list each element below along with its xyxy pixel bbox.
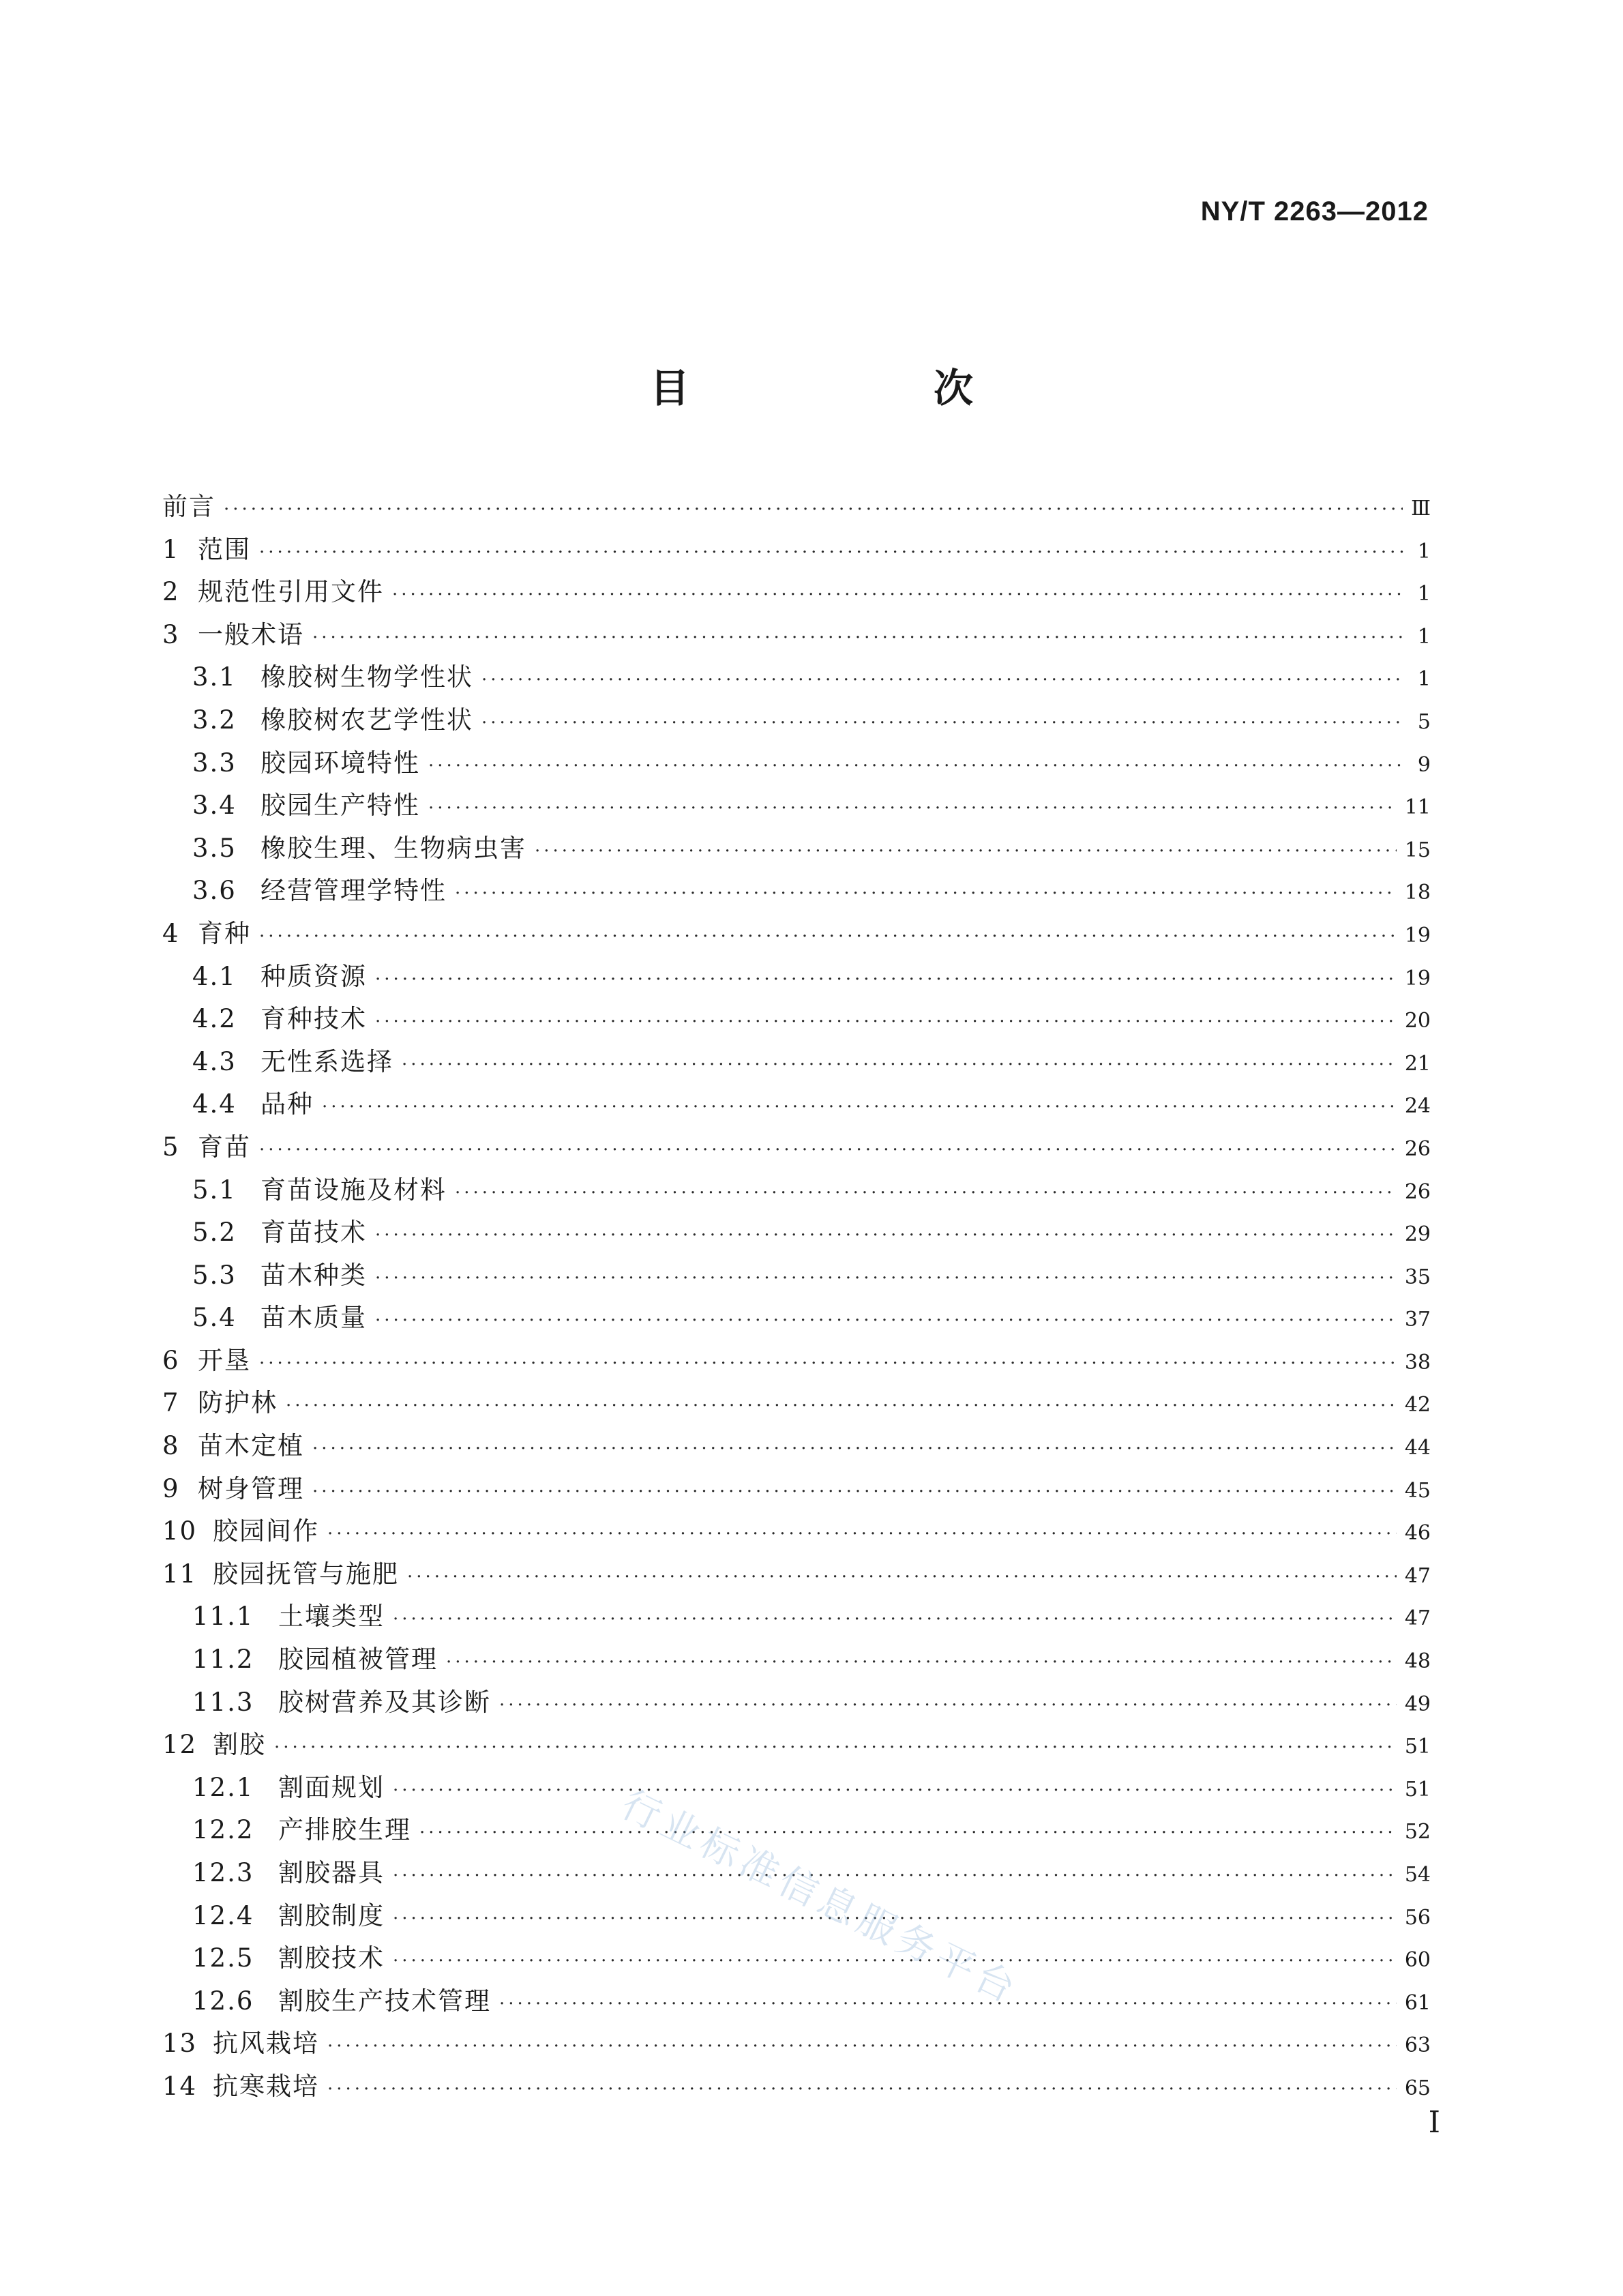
toc-entry[interactable] [162,614,1431,657]
toc-entry-number: 3.2 [192,705,237,735]
toc-entry[interactable] [162,742,1431,785]
toc-entry-title: 规范性引用文件 [198,577,384,607]
toc-entry[interactable] [162,998,1431,1041]
dot-leader [259,1353,1397,1374]
toc-entry-page: 35 [1404,1265,1431,1289]
dot-leader [446,1652,1397,1673]
toc-entry-page: 19 [1404,923,1431,947]
toc-entry-page: 1 [1417,624,1431,649]
toc-entry[interactable] [162,1211,1431,1254]
toc-entry-number: 5.4 [192,1303,237,1333]
toc-entry-title: 育苗 [198,1132,251,1162]
toc-entry-number: 5.2 [192,1218,237,1248]
document-code: NY/T 2263—2012 [1200,196,1429,226]
toc-entry-page: 47 [1404,1563,1431,1588]
toc-entry[interactable] [162,956,1431,999]
toc-entry-title: 割胶技术 [278,1943,385,1973]
dot-leader [393,1780,1397,1801]
toc-entry-title: 经营管理学特性 [260,876,447,906]
dot-leader [375,1012,1397,1032]
toc-entry[interactable] [162,1809,1431,1852]
toc-entry-page: 11 [1404,795,1431,820]
toc-entry-number: 5.3 [192,1260,237,1290]
dot-leader [375,969,1397,990]
toc-entry[interactable] [162,1638,1431,1681]
toc-entry[interactable] [162,1980,1431,2023]
toc-entry-page: 9 [1417,752,1431,777]
toc-entry-page: 26 [1404,1179,1431,1204]
toc-entry-number: 4.1 [192,961,237,991]
toc-entry-number: 12.1 [192,1772,254,1802]
toc-entry-title: 土壤类型 [278,1602,385,1632]
toc-entry-title: 防护林 [198,1388,278,1418]
toc-entry-number: 12.4 [192,1900,254,1930]
toc-entry-title: 育种 [198,918,251,948]
toc-entry-page: 26 [1404,1136,1431,1161]
toc-entry-title: 割胶 [213,1730,266,1760]
toc-entry-page: 60 [1404,1948,1431,1973]
toc-entry[interactable] [162,827,1431,870]
toc-entry-title: 橡胶树农艺学性状 [260,705,473,735]
toc-entry-title: 苗木定植 [198,1431,304,1461]
toc-entry-number: 13 [162,2029,198,2059]
toc-entry-number: 12.5 [192,1943,254,1973]
toc-entry-number: 12 [162,1730,198,1760]
toc-entry[interactable] [162,1041,1431,1084]
toc-entry-page: 61 [1404,1990,1431,2015]
toc-entry-number: 12.2 [192,1815,254,1845]
dot-leader [327,1524,1397,1544]
toc-entry[interactable] [162,1083,1431,1126]
dot-leader [393,1866,1397,1886]
toc-entry-title: 胶园环境特性 [260,748,420,778]
toc-entry-title: 胶园生产特性 [260,791,420,821]
dot-leader [274,1737,1397,1758]
dot-leader [312,1482,1397,1502]
dot-leader [224,499,1403,520]
dot-leader [322,1097,1397,1117]
toc-entry[interactable] [162,1468,1431,1511]
toc-entry-number: 11 [162,1559,198,1589]
toc-entry-number: 11.3 [192,1687,254,1717]
toc-entry[interactable] [162,1340,1431,1383]
toc-entry-title: 胶园植被管理 [278,1645,438,1675]
toc-entry-title: 苗木质量 [260,1303,367,1333]
toc-entry-title: 抗风栽培 [213,2029,319,2059]
dot-leader [259,926,1397,947]
toc-entry-title: 育种技术 [260,1004,367,1034]
toc-entry-number: 10 [162,1516,198,1546]
toc-entry-page: 44 [1404,1436,1431,1460]
toc-entry-number: 7 [162,1388,180,1418]
toc-entry-title: 胶园抚管与施肥 [213,1559,399,1589]
toc-entry[interactable] [162,2065,1431,2108]
dot-leader [419,1823,1397,1843]
toc-entry-number: 6 [162,1345,180,1375]
toc-entry-number: 4.2 [192,1004,237,1034]
toc-entry[interactable] [162,529,1431,572]
toc-entry[interactable] [162,699,1431,742]
dot-leader [375,1268,1397,1289]
toc-entry-number: 3.3 [192,748,237,778]
dot-leader [481,670,1403,690]
toc-entry[interactable] [162,1425,1431,1468]
toc-entry-page: 15 [1404,838,1431,862]
toc-entry[interactable] [162,1510,1431,1553]
toc-entry-number: 4 [162,918,180,948]
toc-entry-page: 42 [1404,1393,1431,1417]
toc-entry-title: 割胶制度 [278,1900,385,1930]
toc-entry[interactable] [162,1297,1431,1340]
toc-entry-number: 4.3 [192,1046,237,1076]
toc-entry[interactable] [162,486,1431,529]
dot-leader [455,1183,1397,1203]
dot-leader [259,1140,1397,1160]
toc-entry-title: 范围 [198,534,251,564]
toc-entry-title: 品种 [260,1089,314,1119]
dot-leader [481,713,1403,733]
toc-entry-page: 29 [1404,1222,1431,1247]
dot-leader [499,1994,1397,2014]
toc-entry[interactable] [162,1126,1431,1169]
toc-entry[interactable] [162,1382,1431,1425]
dot-leader [327,2036,1397,2057]
toc-entry-title: 前言 [162,492,215,521]
toc-entry-title: 育苗设施及材料 [260,1175,447,1205]
dot-leader [312,628,1403,648]
toc-entry-number: 8 [162,1431,180,1461]
toc-entry-page: 65 [1404,2076,1431,2100]
toc-entry-title: 种质资源 [260,961,367,991]
toc-entry-page: Ⅲ [1411,497,1431,520]
toc-entry-number: 2 [162,577,180,607]
toc-entry-title: 苗木种类 [260,1260,367,1290]
toc-entry-page: 18 [1404,881,1431,905]
toc-entry-page: 19 [1404,966,1431,990]
toc-entry-number: 5 [162,1132,180,1162]
toc-entry-page: 49 [1404,1692,1431,1716]
toc-entry-page: 45 [1404,1478,1431,1503]
toc-entry-page: 52 [1404,1820,1431,1844]
toc-entry-page: 63 [1404,2033,1431,2058]
dot-leader [392,585,1403,605]
toc-entry-page: 46 [1404,1521,1431,1546]
toc-entry-title: 抗寒栽培 [213,2071,319,2101]
toc-entry-title: 开垦 [198,1345,251,1375]
toc-entry[interactable] [162,1681,1431,1724]
dot-leader [375,1310,1397,1331]
toc-entry-number: 12.3 [192,1858,254,1887]
toc-entry-number: 14 [162,2071,198,2101]
toc-entry-title: 割面规划 [278,1772,385,1802]
toc-entry[interactable] [162,784,1431,827]
toc-entry-number: 3.6 [192,876,237,906]
toc-entry-title: 割胶器具 [278,1858,385,1887]
watermark-text: 行业标准信息服务平台 [614,1782,1026,2014]
toc-entry-number: 4.4 [192,1089,237,1119]
toc-entry-page: 51 [1404,1735,1431,1759]
page-title: 目 次 [649,365,1075,411]
toc-entry-page: 20 [1404,1009,1431,1033]
toc-entry-page: 48 [1404,1649,1431,1674]
toc-entry-number: 11.2 [192,1645,254,1675]
toc-entry-number: 1 [162,534,180,564]
toc-entry-title: 产排胶生理 [278,1815,411,1845]
dot-leader [455,883,1397,904]
dot-leader [312,1439,1397,1459]
dot-leader [327,2079,1397,2100]
toc-entry-title: 育苗技术 [260,1218,367,1248]
toc-entry-page: 5 [1417,709,1431,734]
dot-leader [393,1609,1397,1630]
toc-entry[interactable] [162,1553,1431,1596]
toc-entry-page: 21 [1404,1051,1431,1076]
toc-entry-number: 5.1 [192,1175,237,1205]
toc-entry-number: 3.5 [192,833,237,863]
toc-entry-page: 51 [1404,1777,1431,1801]
toc-entry[interactable] [162,913,1431,956]
toc-entry-number: 12.6 [192,1986,254,2016]
toc-entry-page: 47 [1404,1606,1431,1631]
dot-leader [535,841,1397,862]
toc-entry-number: 3 [162,619,180,649]
toc-entry[interactable] [162,1724,1431,1767]
dot-leader [499,1695,1397,1716]
toc-entry-title: 割胶生产技术管理 [278,1986,491,2016]
toc-entry-page: 38 [1404,1350,1431,1374]
dot-leader [402,1055,1397,1075]
dot-leader [375,1225,1397,1246]
toc-entry-number: 11.1 [192,1602,254,1632]
toc-entry-page: 1 [1417,582,1431,606]
toc-entry-title: 橡胶树生物学性状 [260,662,473,692]
toc-entry-page: 1 [1417,539,1431,563]
toc-entry[interactable] [162,1254,1431,1297]
dot-leader [259,542,1403,563]
toc-entry-title: 胶树营养及其诊断 [278,1687,491,1717]
dot-leader [407,1567,1397,1587]
toc-entry[interactable] [162,1169,1431,1212]
toc-entry-page: 37 [1404,1308,1431,1332]
dot-leader [428,798,1397,819]
dot-leader [286,1396,1397,1416]
toc-entry-page: 56 [1404,1905,1431,1930]
toc-entry-title: 橡胶生理、生物病虫害 [260,833,526,863]
toc-entry-number: 3.4 [192,791,237,821]
toc-entry-page: 54 [1404,1863,1431,1887]
toc-entry[interactable] [162,1937,1431,1980]
toc-entry[interactable] [162,1595,1431,1638]
toc-entry-number: 3.1 [192,662,237,692]
dot-leader [428,756,1403,776]
page-number: I [1428,2105,1440,2140]
toc-entry[interactable] [162,2022,1431,2065]
toc-entry[interactable] [162,571,1431,614]
toc-entry-title: 无性系选择 [260,1046,393,1076]
toc-entry-page: 24 [1404,1094,1431,1119]
toc-entry-number: 9 [162,1473,180,1503]
toc-entry-title: 一般术语 [198,619,304,649]
toc-entry-title: 胶园间作 [213,1516,319,1546]
toc-entry-page: 1 [1417,667,1431,692]
toc-entry[interactable] [162,656,1431,699]
toc-entry-title: 树身管理 [198,1473,304,1503]
toc-entry[interactable] [162,870,1431,913]
toc-entry[interactable] [162,1767,1431,1810]
